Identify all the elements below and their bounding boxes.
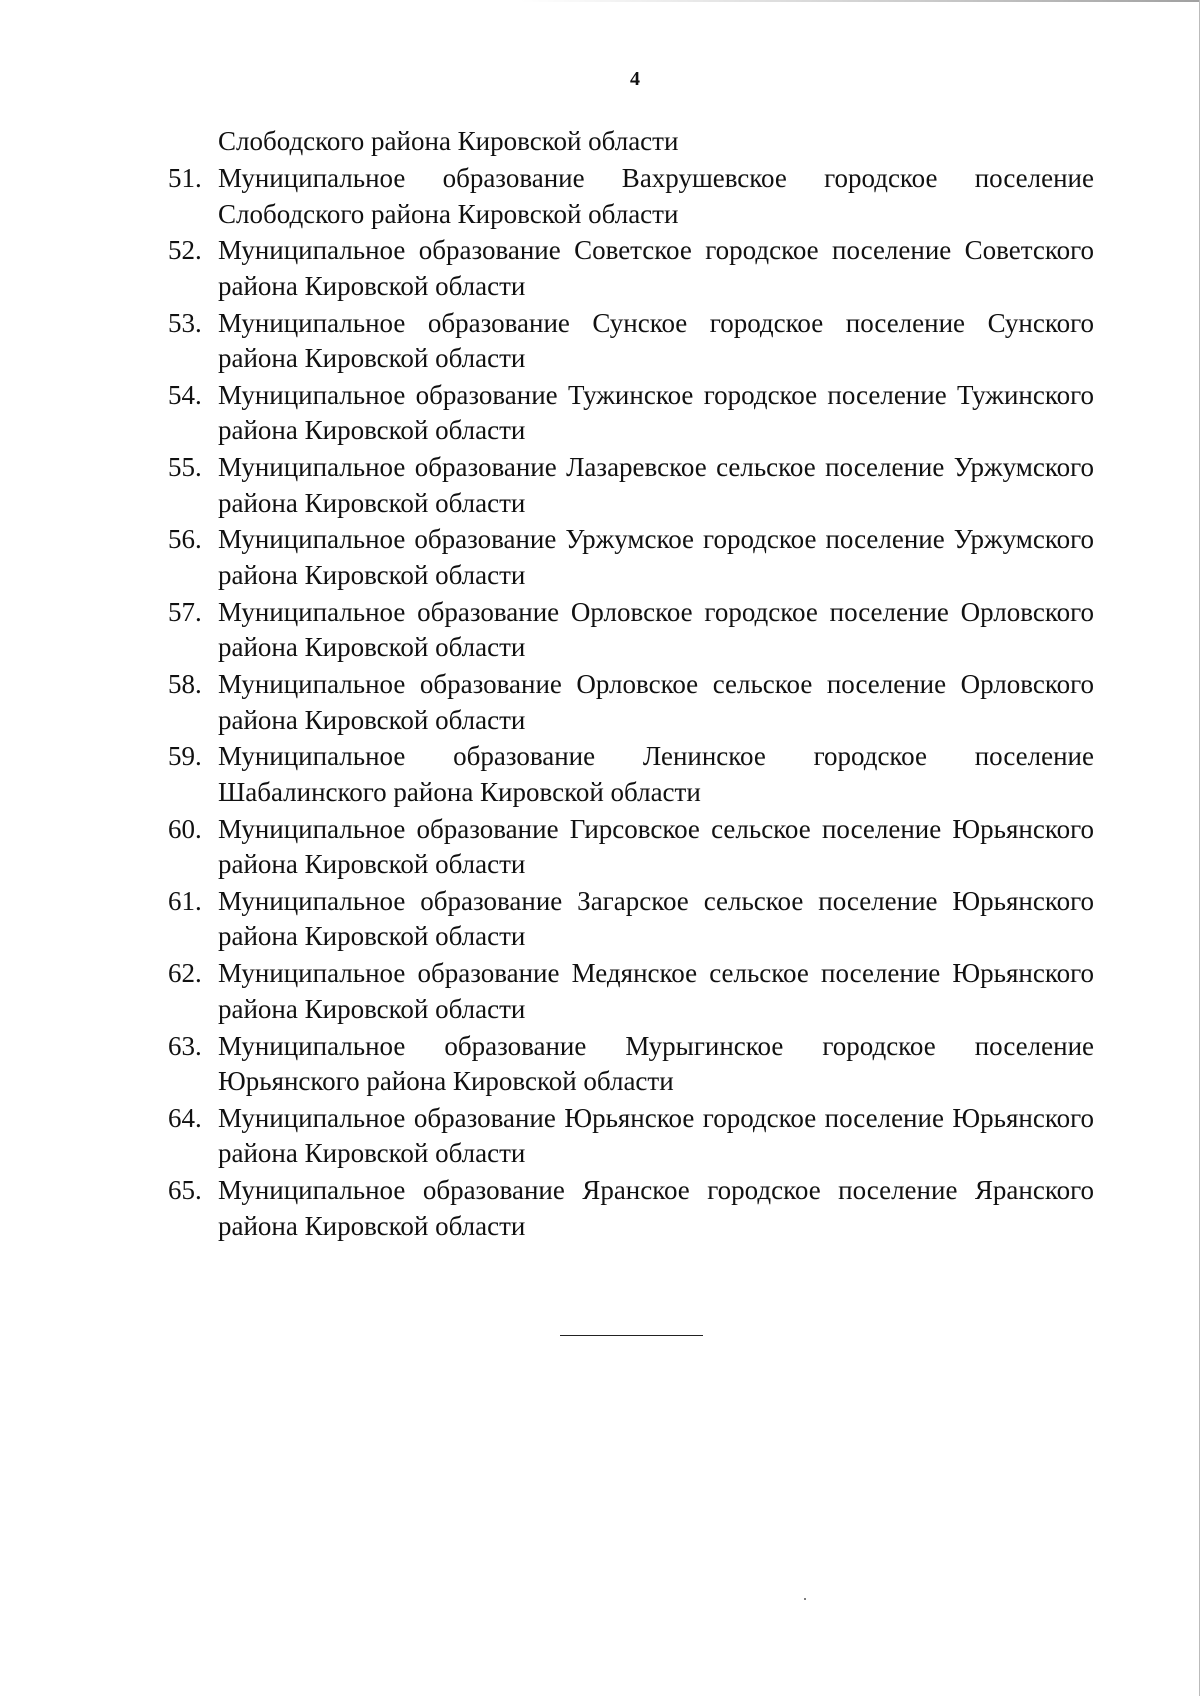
- item-text: Муниципальное образование Сунское городское поселение Сунского района Кировской области: [218, 307, 1094, 374]
- municipality-list: [168, 124, 1094, 1244]
- item-number: 62.: [168, 958, 202, 989]
- item-text: Муниципальное образование Загарское сельское поселение Юрьянского района Кировской области: [218, 885, 1094, 952]
- list-item: [168, 522, 1094, 593]
- list-item: [168, 884, 1094, 955]
- item-number: 54.: [168, 379, 202, 410]
- list-item: [168, 1029, 1094, 1100]
- item-number: 57.: [168, 596, 202, 627]
- item-number: 60.: [168, 813, 202, 844]
- item-text: Муниципальное образование Юрьянское городское поселение Юрьянского района Кировской области: [218, 1102, 1094, 1169]
- item-text: Муниципальное образование Лазаревское сельское поселение Уржумского района Кировской области: [218, 452, 1094, 518]
- continuation-line: Слободского района Кировской области: [218, 126, 679, 156]
- scan-speck: [804, 1598, 806, 1600]
- item-number: 52.: [168, 235, 202, 266]
- list-item: [168, 378, 1094, 449]
- item-number: 58.: [168, 669, 202, 700]
- list-item: [168, 306, 1094, 377]
- list-item: [168, 667, 1094, 738]
- item-text: Муниципальное образование Уржумское городское поселение Уржумского района Кировской области: [218, 524, 1094, 590]
- scan-edge-top: [520, 0, 1200, 2]
- item-number: 56.: [168, 524, 202, 555]
- item-text: Муниципальное образование Орловское городское поселение Орловского района Кировской области: [218, 596, 1094, 663]
- item-number: 65.: [168, 1175, 202, 1206]
- item-number: 59.: [168, 741, 202, 772]
- list-item: [168, 812, 1094, 883]
- item-text: Муниципальное образование Тужинское городское поселение Тужинского района Кировской области: [218, 379, 1094, 446]
- item-text: Муниципальное образование Медянское сельское поселение Юрьянского района Кировской области: [218, 958, 1094, 1024]
- list-item: [168, 1101, 1094, 1172]
- list-item: [168, 233, 1094, 304]
- item-number: 55.: [168, 452, 202, 483]
- item-number: 53.: [168, 307, 202, 338]
- item-number: 64.: [168, 1102, 202, 1133]
- page-number: 4: [630, 68, 640, 90]
- item-text: Муниципальное образование Ленинское городское поселение Шабалинского района Кировской области: [218, 741, 1094, 807]
- item-text: Муниципальное образование Орловское сельское поселение Орловского района Кировской области: [218, 669, 1094, 735]
- end-of-list-divider: [560, 1335, 703, 1336]
- list-item: [168, 161, 1094, 232]
- item-text: Муниципальное образование Советское городское поселение Советского района Кировской области: [218, 235, 1094, 301]
- item-number: 51.: [168, 163, 202, 193]
- item-text: Муниципальное образование Яранское городское поселение Яранского района Кировской области: [218, 1175, 1094, 1241]
- item-text: Муниципальное образование Мурыгинское городское поселение Юрьянского района Кировской области: [218, 1030, 1094, 1097]
- list-item: [168, 595, 1094, 666]
- list-item: [168, 956, 1094, 1027]
- item-number: 63.: [168, 1030, 202, 1061]
- list-item: [168, 450, 1094, 521]
- item-text: Муниципальное образование Вахрушевское городское поселение Слободского района Кировской области: [218, 163, 1094, 229]
- item-text: Муниципальное образование Гирсовское сельское поселение Юрьянского района Кировской области: [218, 813, 1094, 880]
- list-item: [168, 1173, 1094, 1244]
- item-number: 61.: [168, 885, 202, 916]
- list-item: [168, 739, 1094, 810]
